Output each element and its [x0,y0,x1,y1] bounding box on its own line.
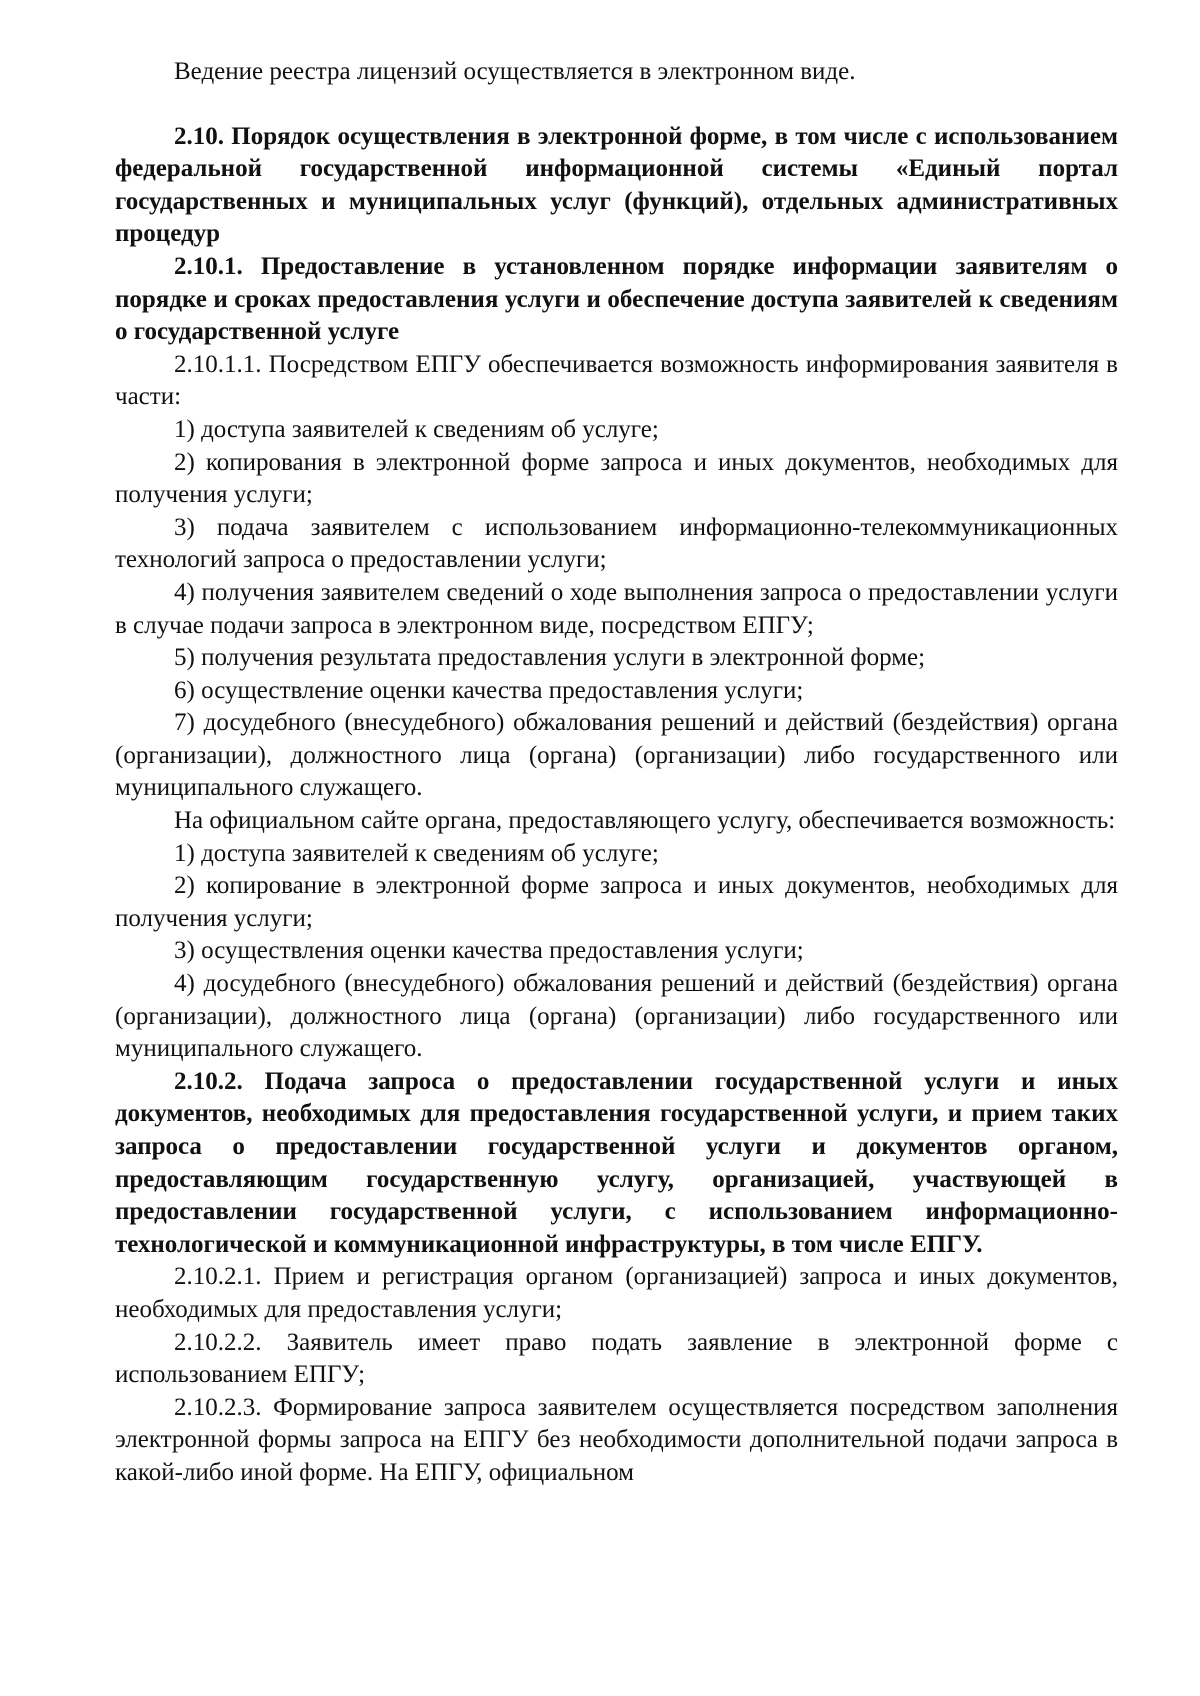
paragraph-2-10-1-1: 2.10.1.1. Посредством ЕПГУ обеспечивается возможность информирования заявителя в части: [115,350,1118,411]
document-page [115,56,1118,1490]
list-item-epgu-1: 1) доступа заявителей к сведениям об услуге; [174,415,659,443]
paragraph-2-10-2-3: 2.10.2.3. Формирование запроса заявителем осуществляется посредством заполнения электронной формы запроса на ЕПГУ без необходимости дополнительной подачи запроса в какой-либо иной форме. На ЕПГУ, официальном [115,1393,1118,1486]
heading-2-10-1: 2.10.1. Предоставление в установленном порядке информации заявителям о порядке и сроках предоставления услуги и обеспечение доступа заявителей к сведениям о государственной услуге [115,252,1118,346]
heading-2-10: 2.10. Порядок осуществления в электронной форме, в том числе с использованием федеральной государственной информационной системы «Единый портал государственных и муниципальных услуг (функций), отдельных административных процедур [115,122,1118,248]
heading-2-10-2: 2.10.2. Подача запроса о предоставлении государственной услуги и иных документов, необходимых для предоставления государственной услуги, и прием таких запроса о предоставлении государственной услуги и документов органом, предоставляющим государственную услугу, организацией, участвующей в предоставлении государственной услуги, с использованием информационно-технологической и коммуникационной инфраструктуры, в том числе ЕПГУ. [115,1067,1118,1258]
list-item-epgu-4: 4) получения заявителем сведений о ходе выполнения запроса о предоставлении услуги в случае подачи запроса в электронном виде, посредством ЕПГУ; [115,578,1118,639]
paragraph-gap [115,89,1118,121]
list-item-epgu-7: 7) досудебного (внесудебного) обжалования решений и действий (бездействия) органа (организации), должностного лица (органа) (организации) либо государственного или муниципального служащего. [115,709,1118,802]
list-item-epgu-2: 2) копирования в электронной форме запроса и иных документов, необходимых для получения услуги; [115,448,1118,509]
paragraph-2-10-2-2: 2.10.2.2. Заявитель имеет право подать заявление в электронной форме с использованием ЕПГУ; [115,1328,1118,1389]
list-item-site-4: 4) досудебного (внесудебного) обжалования решений и действий (бездействия) органа (организации), должностного лица (органа) (организации) либо государственного или муниципального служащего. [115,970,1118,1063]
list-item-epgu-6: 6) осуществление оценки качества предоставления услуги; [174,676,804,704]
list-item-epgu-5: 5) получения результата предоставления услуги в электронной форме; [174,644,926,672]
list-item-site-3: 3) осуществления оценки качества предоставления услуги; [174,937,804,965]
paragraph-registry: Ведение реестра лицензий осуществляется в электронном виде. [174,58,856,85]
paragraph-official-site: На официальном сайте органа, предоставляющего услугу, обеспечивается возможность: [174,807,1116,835]
paragraph-2-10-2-1: 2.10.2.1. Прием и регистрация органом (организацией) запроса и иных документов, необходимых для предоставления услуги; [115,1263,1118,1323]
list-item-site-1: 1) доступа заявителей к сведениям об услуге; [174,839,659,867]
list-item-site-2: 2) копирование в электронной форме запроса и иных документов, необходимых для получения услуги; [115,872,1118,932]
list-item-epgu-3: 3) подача заявителем с использованием информационно-телекоммуникационных технологий запроса о предоставлении услуги; [115,513,1118,574]
